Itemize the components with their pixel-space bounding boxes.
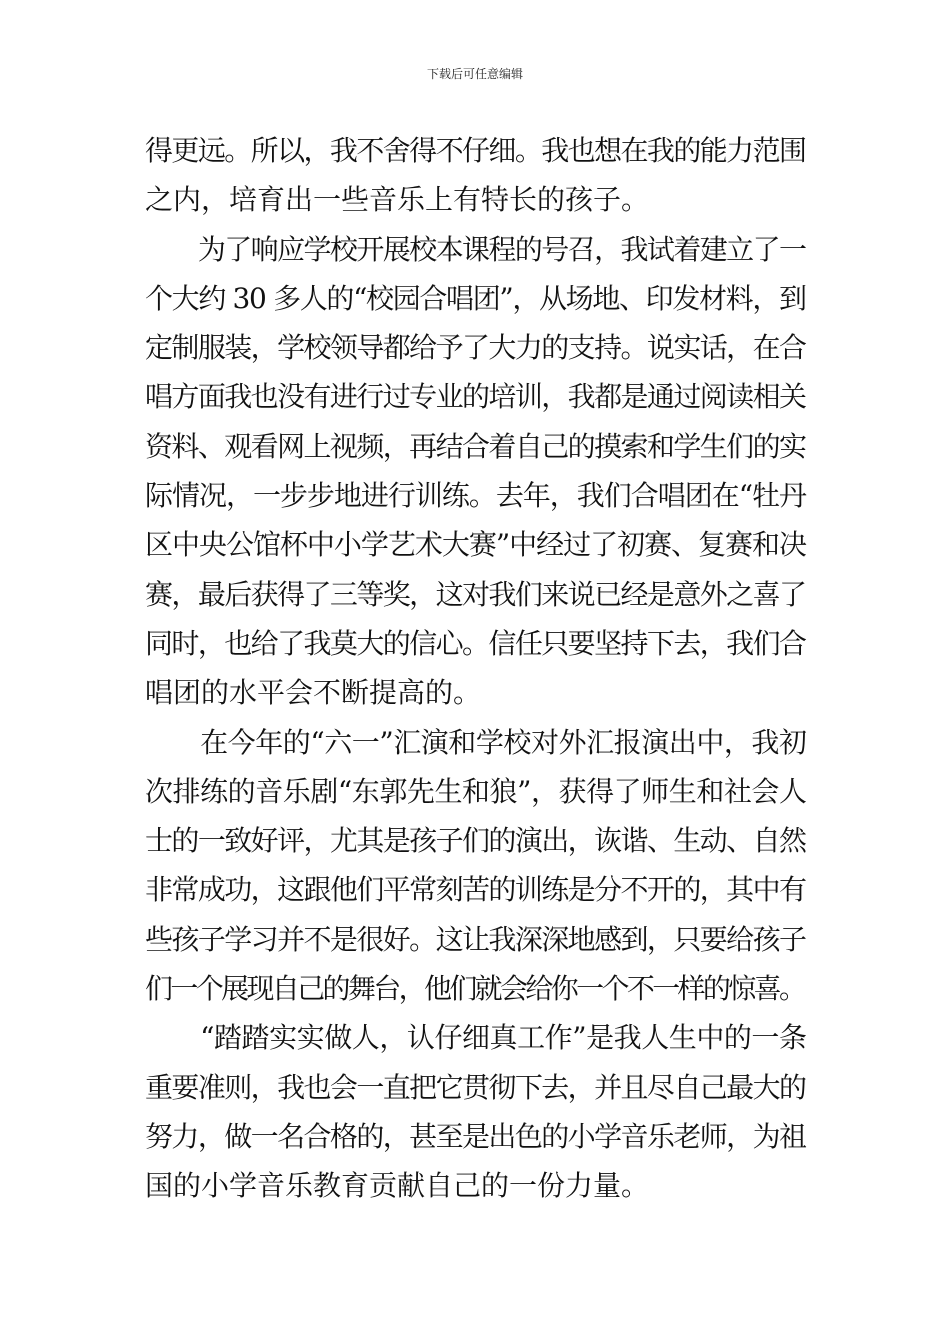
text-line: 唱团的水平会不断提高的。 [145, 676, 482, 710]
text-line: 次排练的音乐剧“东郭先生和狼”，获得了师生和社会人 [145, 774, 807, 808]
text-line: 努力，做一名合格的，甚至是出色的小学音乐老师，为祖 [145, 1119, 806, 1153]
text-line: 唱方面我也没有进行过专业的培训，我都是通过阅读相关 [145, 380, 806, 414]
text-line: 国的小学音乐教育贡献自己的一份力量。 [145, 1169, 650, 1203]
text-line: 在今年的“六一”汇演和学校对外汇报演出中，我初 [145, 725, 807, 759]
text-line: 际情况，一步步地进行训练。去年，我们合唱团在“牡丹 [145, 479, 806, 513]
text-line: 定制服装，学校领导都给予了大力的支持。说实话，在合 [145, 331, 806, 365]
text-line: 区中央公馆杯中小学艺术大赛”中经过了初赛、复赛和决 [145, 528, 806, 562]
text-line: 些孩子学习并不是很好。这让我深深地感到，只要给孩子 [145, 922, 806, 956]
text-line: 同时，也给了我莫大的信心。信任只要坚持下去，我们合 [145, 626, 806, 660]
text-line: “踏踏实实做人，认仔细真工作”是我人生中的一条 [145, 1021, 807, 1055]
text-line: 个大约 30 多人的“校园合唱团”，从场地、印发材料，到 [145, 281, 806, 315]
text-line: 得更远。所以，我不舍得不仔细。我也想在我的能力范围 [145, 134, 806, 167]
text-line: 们一个展现自己的舞台，他们就会给你一个不一样的惊喜。 [145, 972, 805, 1006]
text-line: 为了响应学校开展校本课程的号召，我试着建立了一 [145, 232, 806, 266]
text-line: 赛，最后获得了三等奖，这对我们来说已经是意外之喜了 [145, 577, 806, 611]
text-line: 之内，培育出一些音乐上有特长的孩子。 [145, 183, 650, 217]
page-header: 下载后可任意编辑 [426, 67, 523, 81]
text-line: 非常成功，这跟他们平常刻苦的训练是分不开的，其中有 [145, 873, 806, 907]
text-line: 重要准则，我也会一直把它贯彻下去，并且尽自己最大的 [145, 1070, 806, 1104]
text-line: 资料、观看网上视频，再结合着自己的摸索和学生们的实 [145, 429, 806, 463]
text-line: 士的一致好评，尤其是孩子们的演出，诙谐、生动、自然 [145, 824, 806, 858]
document-body [145, 126, 807, 1211]
